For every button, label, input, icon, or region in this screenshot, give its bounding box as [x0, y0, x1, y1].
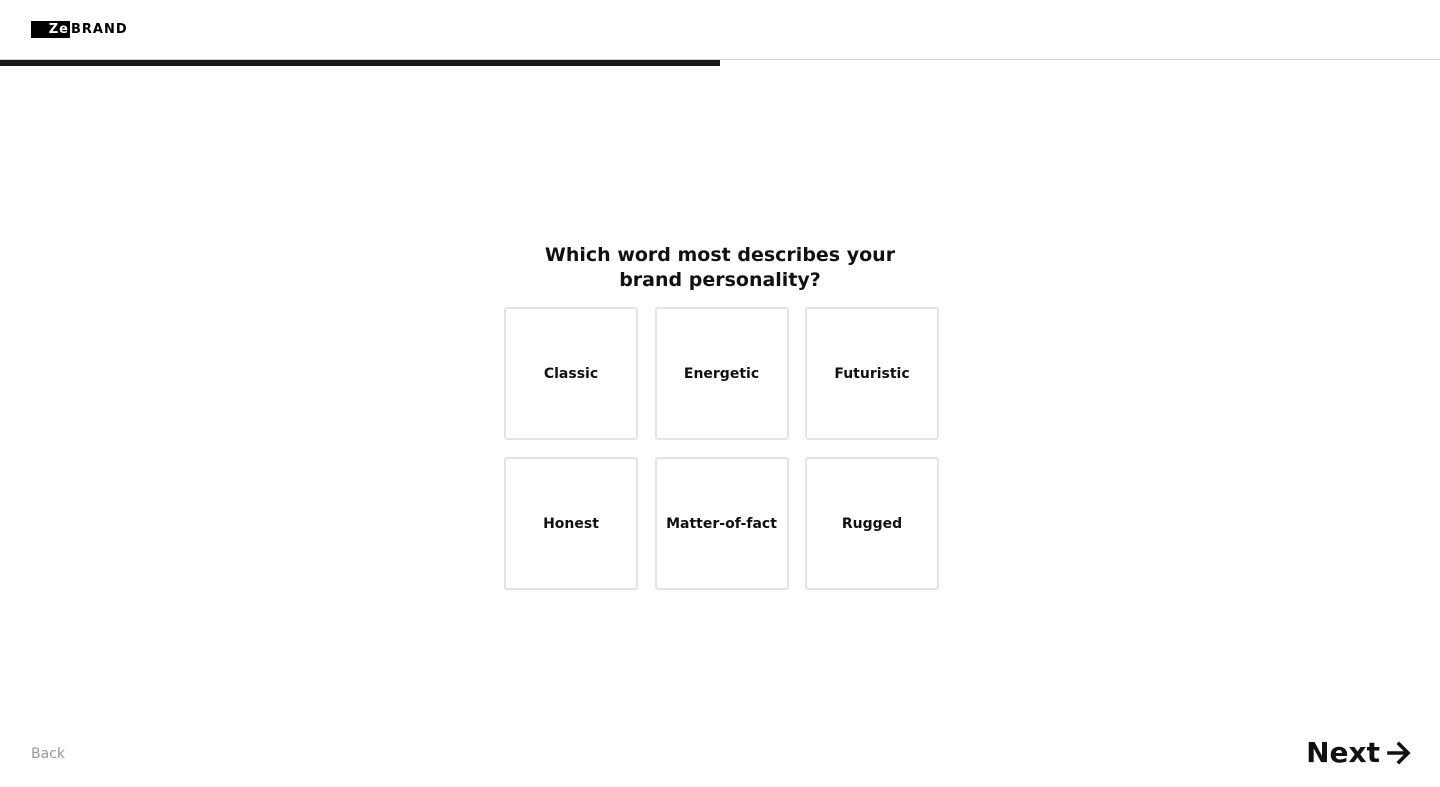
next-label: Next	[1306, 736, 1380, 769]
question-title: Which word most describes your brand personality?	[544, 244, 896, 291]
option-honest[interactable]	[504, 457, 638, 590]
progress-fill	[0, 60, 720, 66]
option-label: Classic	[543, 365, 599, 382]
option-label: Futuristic	[834, 365, 910, 382]
next-button[interactable]	[1306, 736, 1412, 769]
option-classic[interactable]	[504, 307, 638, 440]
option-futuristic[interactable]	[805, 307, 939, 440]
options-grid	[504, 307, 939, 590]
logo-text: BRAND	[71, 22, 128, 37]
zebrand-logo[interactable]	[31, 21, 128, 38]
option-matter-of-fact[interactable]	[655, 457, 789, 590]
logo-mark: Ze	[31, 21, 70, 38]
option-label: Energetic	[683, 365, 760, 382]
option-label: Honest	[543, 515, 599, 532]
header	[0, 0, 1440, 60]
arrow-right-icon	[1386, 740, 1412, 766]
option-label: Rugged	[841, 515, 903, 532]
option-label: Matter-of-fact	[666, 515, 777, 532]
option-rugged[interactable]	[805, 457, 939, 590]
option-energetic[interactable]	[655, 307, 789, 440]
back-link[interactable]: Back	[31, 746, 65, 762]
